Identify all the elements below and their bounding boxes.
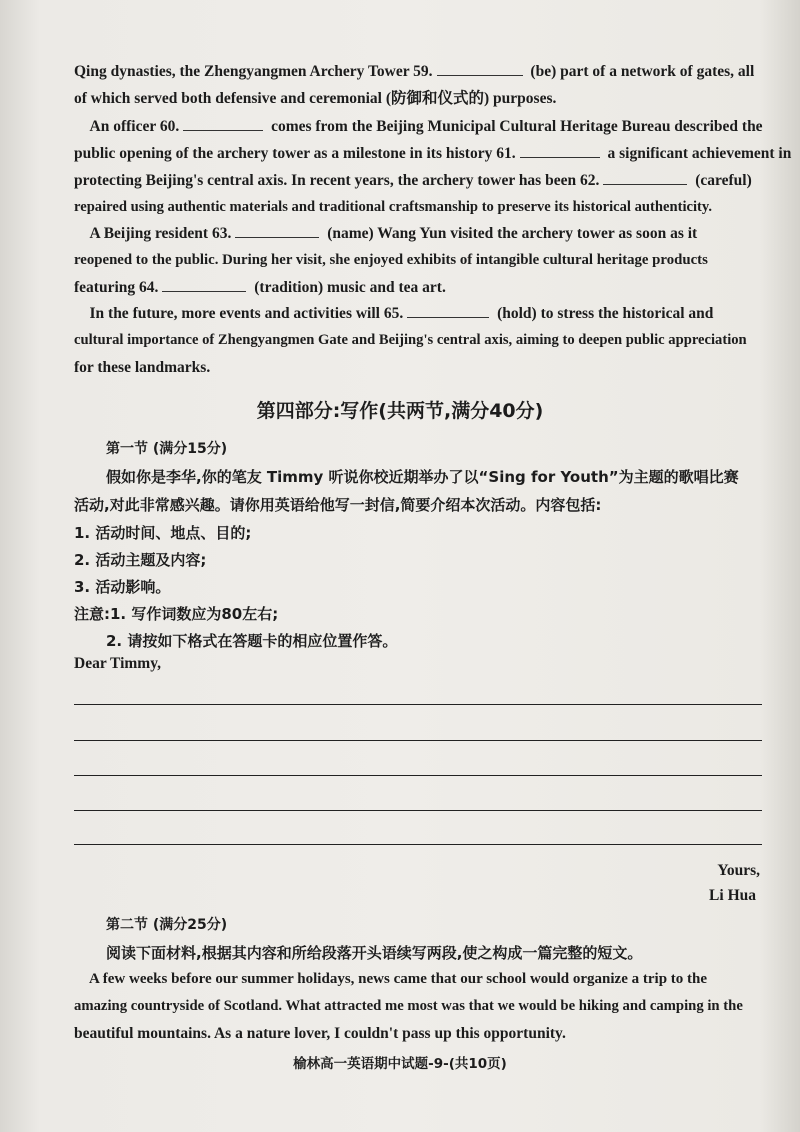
note-1: 注意:1. 写作词数应为80左右; xyxy=(74,605,279,623)
answer-line[interactable] xyxy=(74,704,762,705)
blank-63[interactable] xyxy=(212,225,323,242)
passage-paragraph-1 xyxy=(74,58,764,112)
passage-paragraph-2 xyxy=(74,113,792,221)
text: In the future, more events and activities will xyxy=(89,305,380,322)
content-item-2: 2. 活动主题及内容; xyxy=(74,551,207,569)
letter-signature: Li Hua xyxy=(709,887,756,904)
text: (name) Wang Yun visited the archery tower as soon as it xyxy=(327,225,698,242)
blank-59[interactable] xyxy=(413,63,526,80)
text: public opening of the archery tower as a milestone in its history xyxy=(74,145,493,162)
text: A Beijing resident xyxy=(89,225,209,242)
text: comes from the Beijing Municipal Cultural Heritage Bureau described the xyxy=(271,118,763,135)
page-footer: 榆林高一英语期中试题-9-(共10页) xyxy=(293,1056,507,1072)
section-title: 第四部分:写作(共两节,满分40分) xyxy=(256,400,544,422)
text: (hold) to stress the historical and xyxy=(497,305,714,322)
text: (be) part of a network of gates, all xyxy=(530,63,755,80)
letter-closing: Yours, xyxy=(717,862,760,879)
answer-line[interactable] xyxy=(74,844,762,845)
blank-number: 60. xyxy=(159,118,180,135)
text: An officer xyxy=(89,118,156,135)
text: reopened to the public. During her visit, she enjoyed exhibits of intangible cultural heritage products xyxy=(74,252,708,268)
section-1-prompt-line-2: 活动,对此非常感兴趣。请你用英语给他写一封信,简要介绍本次活动。内容包括: xyxy=(74,496,602,514)
section-2-label: 第二节 (满分25分) xyxy=(106,917,228,933)
blank-number: 64. xyxy=(139,279,159,296)
blank-64[interactable] xyxy=(139,279,250,296)
blank-61[interactable] xyxy=(496,145,603,162)
section-2-prompt: 阅读下面材料,根据其内容和所给段落开头语续写两段,使之构成一篇完整的短文。 xyxy=(106,944,643,962)
passage-paragraph-4 xyxy=(74,300,764,381)
text: (tradition) music and tea art. xyxy=(254,279,446,296)
blank-60[interactable] xyxy=(160,118,267,135)
section-1-label: 第一节 (满分15分) xyxy=(106,441,228,457)
text: of which served both defensive and ceremonial (防御和仪式的) purposes. xyxy=(74,90,557,107)
text: (careful) xyxy=(695,172,752,189)
text: amazing countryside of Scotland. What attracted me most was that we would be hiking and camping in the xyxy=(74,998,743,1014)
text: a significant achievement in xyxy=(607,145,792,162)
text: repaired using authentic materials and traditional craftsmanship to preserve its historical authenticity. xyxy=(74,199,713,215)
content-item-3: 3. 活动影响。 xyxy=(74,578,171,596)
letter-greeting: Dear Timmy, xyxy=(74,655,161,672)
blank-number: 65. xyxy=(383,305,404,322)
blank-number: 59. xyxy=(413,63,433,80)
blank-number: 63. xyxy=(211,225,232,242)
text: cultural importance of Zhengyangmen Gate and Beijing's central axis, aiming to deepen public appreciation xyxy=(74,332,747,348)
blank-number: 61. xyxy=(496,145,516,162)
section-1-prompt-line-1: 假如你是李华,你的笔友 Timmy 听说你校近期举办了以“Sing for Youth”为主题的歌唱比赛 xyxy=(106,468,739,486)
text: featuring xyxy=(74,279,136,296)
content-item-1: 1. 活动时间、地点、目的; xyxy=(74,524,252,542)
text: for these landmarks. xyxy=(74,359,211,376)
text: beautiful mountains. As a nature lover, I couldn't pass up this opportunity. xyxy=(74,1025,566,1042)
blank-62[interactable] xyxy=(580,172,691,189)
text: A few weeks before our summer holidays, news came that our school would organize a trip to the xyxy=(89,971,708,987)
answer-line[interactable] xyxy=(74,810,762,811)
passage-paragraph-3 xyxy=(74,220,764,301)
blank-65[interactable] xyxy=(384,305,493,322)
text: Qing dynasties, the Zhengyangmen Archery Tower xyxy=(74,63,410,80)
blank-number: 62. xyxy=(579,172,600,189)
story-paragraph xyxy=(74,966,764,1047)
answer-line[interactable] xyxy=(74,775,762,776)
answer-line[interactable] xyxy=(74,740,762,741)
text: protecting Beijing's central axis. In recent years, the archery tower has been xyxy=(74,172,577,189)
note-2: 2. 请按如下格式在答题卡的相应位置作答。 xyxy=(106,632,398,650)
